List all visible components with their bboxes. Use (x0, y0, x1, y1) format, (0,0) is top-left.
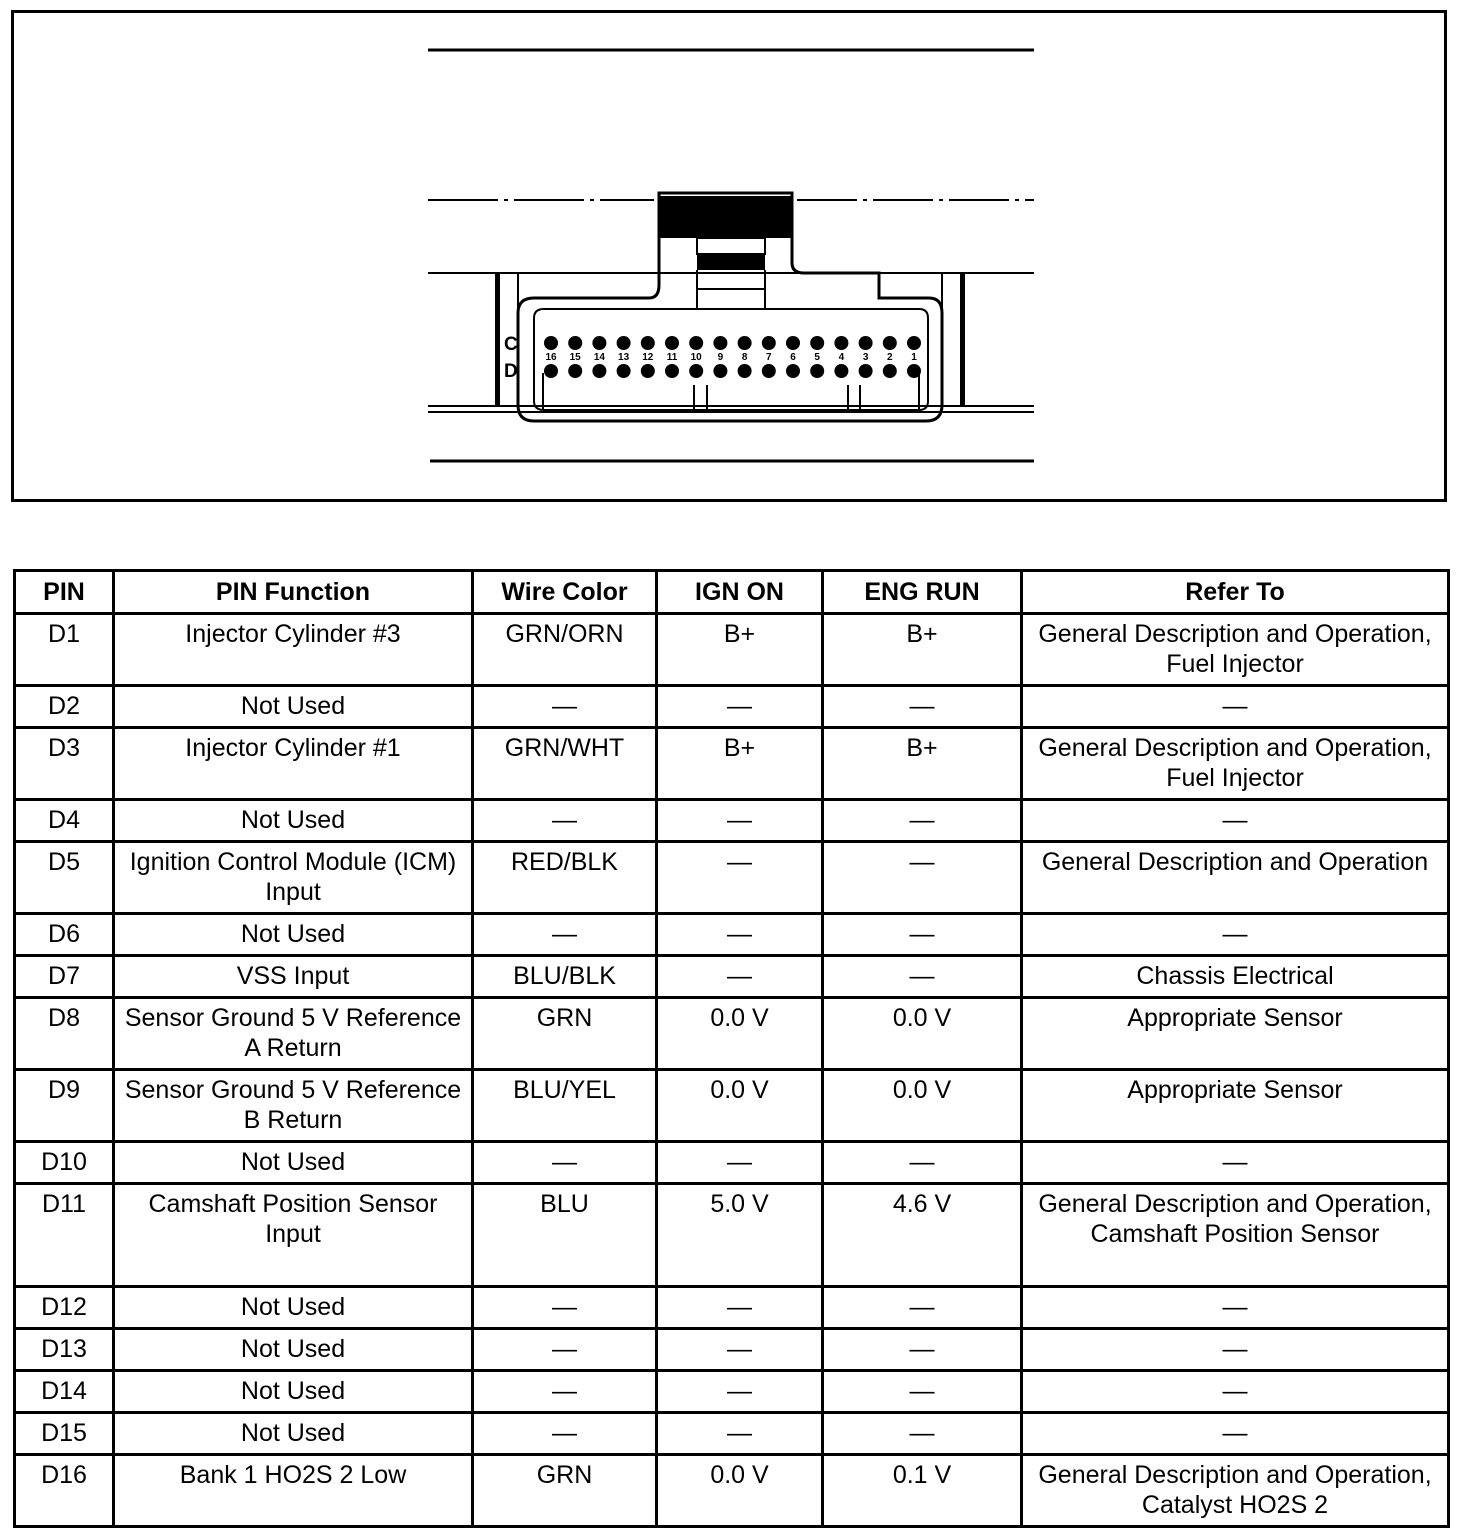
cell-wire: GRN/WHT (473, 728, 657, 800)
cell-function: Not Used (114, 914, 473, 956)
pin-d-11 (665, 364, 679, 378)
cell-wire: GRN (473, 1455, 657, 1527)
cell-ign: — (657, 1371, 823, 1413)
pin-number-label: 1 (911, 352, 917, 363)
table-row (15, 1413, 1449, 1455)
cell-function: Not Used (114, 1142, 473, 1184)
pin-grid (544, 336, 921, 378)
cell-refer: General Description and Operation (1022, 842, 1449, 914)
pin-number-label: 7 (766, 352, 772, 363)
post-right-outer (960, 273, 965, 406)
pin-number-label: 2 (887, 352, 893, 363)
cell-function: Injector Cylinder #1 (114, 728, 473, 800)
pin-number-label: 9 (717, 352, 724, 363)
cell-wire: — (473, 1413, 657, 1455)
post-left-outer (495, 273, 500, 406)
cell-wire: — (473, 914, 657, 956)
pin-c-12 (641, 336, 655, 350)
cell-pin: D3 (15, 728, 114, 800)
cell-pin: D7 (15, 956, 114, 998)
cell-pin: D8 (15, 998, 114, 1070)
table-row (15, 1184, 1449, 1287)
cell-eng: 4.6 V (823, 1184, 1022, 1287)
cell-function: Sensor Ground 5 V Reference A Return (114, 998, 473, 1070)
table-row (15, 1329, 1449, 1371)
cell-refer: — (1022, 1142, 1449, 1184)
cell-pin: D16 (15, 1455, 114, 1527)
cell-eng: 0.0 V (823, 1070, 1022, 1142)
pin-d-15 (568, 364, 582, 378)
cell-eng: — (823, 1287, 1022, 1329)
cell-refer: General Description and Operation, Catalyst HO2S 2 (1022, 1455, 1449, 1527)
pin-number-label: 12 (642, 352, 654, 363)
pin-number-label: 16 (545, 352, 557, 363)
cell-wire: — (473, 800, 657, 842)
row-label-c: C (504, 334, 518, 355)
pin-c-4 (834, 336, 848, 350)
cell-wire: GRN (473, 998, 657, 1070)
pin-number-label: 10 (690, 352, 702, 363)
pin-d-6 (786, 364, 800, 378)
cell-eng: — (823, 1142, 1022, 1184)
pin-number-label: 13 (618, 352, 630, 363)
cell-pin: D9 (15, 1070, 114, 1142)
cell-refer: — (1022, 686, 1449, 728)
cell-ign: — (657, 686, 823, 728)
cell-function: Ignition Control Module (ICM) Input (114, 842, 473, 914)
cell-eng: — (823, 800, 1022, 842)
cell-pin: D6 (15, 914, 114, 956)
table-row (15, 728, 1449, 800)
cell-function: Bank 1 HO2S 2 Low (114, 1455, 473, 1527)
pin-number-label: 11 (666, 352, 678, 363)
cell-eng: — (823, 1371, 1022, 1413)
pin-c-2 (883, 336, 897, 350)
cell-pin: D11 (15, 1184, 114, 1287)
cell-pin: D14 (15, 1371, 114, 1413)
pin-c-13 (617, 336, 631, 350)
pin-number-label: 8 (741, 352, 748, 363)
cell-wire: BLU/BLK (473, 956, 657, 998)
cell-wire: GRN/ORN (473, 614, 657, 686)
pin-d-12 (641, 364, 655, 378)
pin-d-7 (762, 364, 776, 378)
cell-wire: — (473, 686, 657, 728)
pin-c-5 (810, 336, 824, 350)
cell-refer: General Description and Operation, Fuel Injector (1022, 614, 1449, 686)
table-row (15, 1455, 1449, 1527)
pin-number-label: 3 (862, 352, 869, 363)
cell-ign: — (657, 914, 823, 956)
cell-pin: D12 (15, 1287, 114, 1329)
pin-d-8 (738, 364, 752, 378)
table-row (15, 998, 1449, 1070)
cell-refer: General Description and Operation, Camshaft Position Sensor (1022, 1184, 1449, 1287)
row-label-d: D (504, 361, 518, 382)
header-refer-to: Refer To (1022, 571, 1449, 614)
table-row (15, 1287, 1449, 1329)
pin-table (13, 569, 1450, 1528)
pin-c-3 (859, 336, 873, 350)
pin-d-10 (689, 364, 703, 378)
cell-wire: — (473, 1371, 657, 1413)
pin-c-16 (544, 336, 558, 350)
cell-eng: B+ (823, 728, 1022, 800)
pin-d-4 (834, 364, 848, 378)
pin-c-14 (592, 336, 606, 350)
cell-eng: 0.1 V (823, 1455, 1022, 1527)
cell-eng: 0.0 V (823, 998, 1022, 1070)
table-row (15, 1142, 1449, 1184)
cell-function: VSS Input (114, 956, 473, 998)
pin-c-15 (568, 336, 582, 350)
cell-ign: — (657, 1287, 823, 1329)
header-wire-color: Wire Color (473, 571, 657, 614)
header-function: PIN Function (114, 571, 473, 614)
cell-function: Not Used (114, 1287, 473, 1329)
cell-ign: B+ (657, 728, 823, 800)
pin-c-1 (907, 336, 921, 350)
pin-c-8 (738, 336, 752, 350)
cell-refer: General Description and Operation, Fuel Injector (1022, 728, 1449, 800)
cell-refer: Chassis Electrical (1022, 956, 1449, 998)
cell-refer: Appropriate Sensor (1022, 998, 1449, 1070)
cell-function: Camshaft Position Sensor Input (114, 1184, 473, 1287)
pin-d-3 (859, 364, 873, 378)
pin-number-label: 14 (593, 352, 605, 363)
cell-wire: — (473, 1142, 657, 1184)
cell-ign: 0.0 V (657, 1070, 823, 1142)
header-eng-run: ENG RUN (823, 571, 1022, 614)
table-row (15, 1371, 1449, 1413)
header-ign-on: IGN ON (657, 571, 823, 614)
cell-wire: BLU (473, 1184, 657, 1287)
pin-d-13 (617, 364, 631, 378)
cell-ign: 0.0 V (657, 1455, 823, 1527)
pin-number-label: 4 (838, 352, 845, 363)
cell-function: Not Used (114, 1413, 473, 1455)
pin-d-1 (907, 364, 921, 378)
pin-d-2 (883, 364, 897, 378)
pin-c-10 (689, 336, 703, 350)
cell-ign: 0.0 V (657, 998, 823, 1070)
pin-d-9 (713, 364, 727, 378)
cell-function: Not Used (114, 686, 473, 728)
cell-pin: D5 (15, 842, 114, 914)
cell-eng: B+ (823, 614, 1022, 686)
table-row (15, 614, 1449, 686)
latch-top (659, 196, 792, 238)
cell-refer: — (1022, 1371, 1449, 1413)
pin-c-11 (665, 336, 679, 350)
cell-wire: — (473, 1287, 657, 1329)
cell-pin: D13 (15, 1329, 114, 1371)
cell-ign: — (657, 1329, 823, 1371)
cell-pin: D1 (15, 614, 114, 686)
cell-refer: — (1022, 1329, 1449, 1371)
cell-pin: D4 (15, 800, 114, 842)
table-row (15, 842, 1449, 914)
cell-eng: — (823, 686, 1022, 728)
header-pin: PIN (15, 571, 114, 614)
cell-ign: — (657, 956, 823, 998)
table-body (15, 614, 1449, 1527)
cell-refer: — (1022, 800, 1449, 842)
cell-ign: — (657, 800, 823, 842)
cell-refer: — (1022, 1413, 1449, 1455)
cell-refer: Appropriate Sensor (1022, 1070, 1449, 1142)
cell-eng: — (823, 956, 1022, 998)
cell-function: Not Used (114, 1329, 473, 1371)
cell-eng: — (823, 914, 1022, 956)
cell-function: Not Used (114, 800, 473, 842)
cell-ign: B+ (657, 614, 823, 686)
cell-eng: — (823, 1329, 1022, 1371)
cell-pin: D10 (15, 1142, 114, 1184)
pin-d-14 (592, 364, 606, 378)
connector-diagram (11, 10, 1447, 502)
pin-d-16 (544, 364, 558, 378)
pin-number-label: 15 (569, 352, 581, 363)
cell-ign: — (657, 842, 823, 914)
cell-ign: 5.0 V (657, 1184, 823, 1287)
pin-c-9 (713, 336, 727, 350)
table-row (15, 800, 1449, 842)
pin-d-5 (810, 364, 824, 378)
cell-function: Sensor Ground 5 V Reference B Return (114, 1070, 473, 1142)
cell-function: Injector Cylinder #3 (114, 614, 473, 686)
cell-ign: — (657, 1142, 823, 1184)
cell-refer: — (1022, 1287, 1449, 1329)
cell-wire: RED/BLK (473, 842, 657, 914)
cell-eng: — (823, 1413, 1022, 1455)
cell-refer: — (1022, 914, 1449, 956)
cell-pin: D2 (15, 686, 114, 728)
pin-c-7 (762, 336, 776, 350)
cell-wire: — (473, 1329, 657, 1371)
table-row (15, 686, 1449, 728)
cell-ign: — (657, 1413, 823, 1455)
table-row (15, 914, 1449, 956)
cell-pin: D15 (15, 1413, 114, 1455)
latch-tab (697, 238, 765, 254)
table-row (15, 956, 1449, 998)
table-header-row (15, 571, 1449, 614)
connector-drawing (14, 13, 1450, 505)
latch-band (697, 255, 765, 270)
cell-wire: BLU/YEL (473, 1070, 657, 1142)
cell-function: Not Used (114, 1371, 473, 1413)
table-row (15, 1070, 1449, 1142)
cell-eng: — (823, 842, 1022, 914)
pin-number-label: 5 (814, 352, 820, 363)
pin-number-label: 6 (790, 352, 796, 363)
pin-c-6 (786, 336, 800, 350)
